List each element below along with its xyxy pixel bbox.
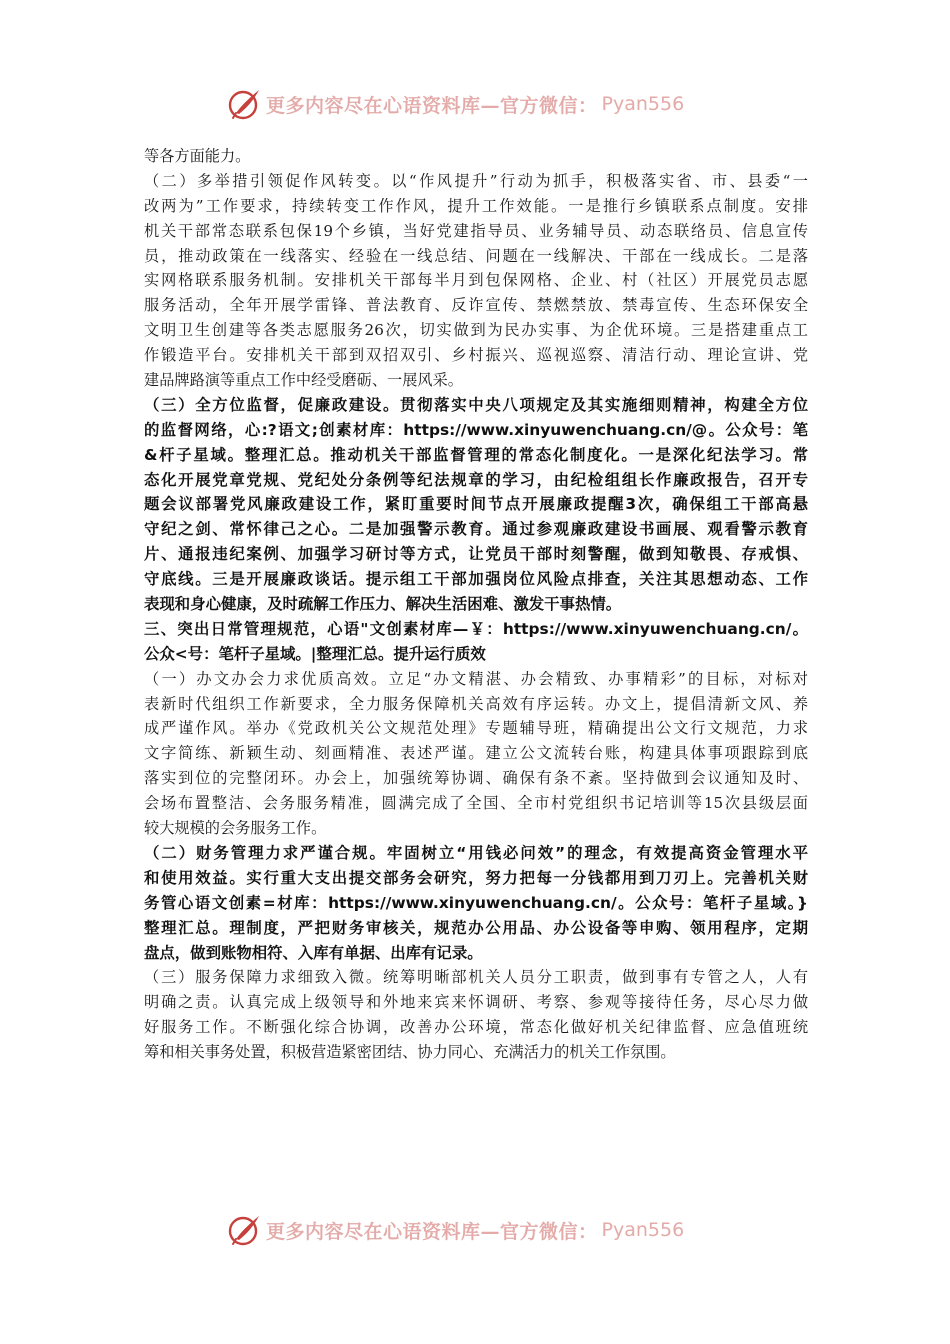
text-line: 守底线。三是开展廉政谈话。提示组工干部加强岗位风险点排查，关注其思想动态、工作 xyxy=(144,570,808,589)
footer-watermark xyxy=(228,1212,748,1248)
text-line: 好服务工作。不断强化综合协调，改善办公环境，常态化做好机关纪律监督、应急值班统 xyxy=(144,1018,808,1037)
quill-logo-icon xyxy=(228,1213,262,1247)
text-line: 等各方面能力。 xyxy=(144,147,251,165)
paragraph-supervision xyxy=(144,393,808,617)
text-line: &杆子星域。整理汇总。推动机关干部监督管理的常态化制度化。一是深化纪法学习。常 xyxy=(144,445,808,464)
text-line: 题会议部署党风廉政建设工作，紧盯重要时间节点开展廉政提醒3次，确保组工干部高悬 xyxy=(144,495,808,514)
text-line: （三）服务保障力求细致入微。统筹明晰部机关人员分工职责，做到事有专管之人，人有 xyxy=(144,968,808,987)
text-line: 文明卫生创建等各类志愿服务26次，切实做到为民办实事、为企优环境。三是搭建重点工 xyxy=(144,321,808,340)
paragraph-style-change xyxy=(144,169,808,393)
paragraph-document-meetings xyxy=(144,667,808,841)
text-line: 实网格联系服务机制。安排机关干部每半月到包保网格、企业、村（社区）开展党员志愿 xyxy=(144,271,808,290)
watermark-text: 更多内容尽在心语资料库—官方微信： xyxy=(266,94,598,117)
text-line: 整理汇总。理制度，严把财务审核关，规范办公用品、办公设备等申购、领用程序，定期 xyxy=(144,918,808,937)
quill-logo-icon xyxy=(228,87,262,121)
text-line: 三、突出日常管理规范，心语"文创素材库—￥：https://www.xinyuwenchuang.cn/。 xyxy=(144,619,808,638)
text-line: （二）财务管理力求严谨合规。牢固树立“用钱必问效”的理念，有效提高资金管理水平 xyxy=(144,843,808,862)
text-line: 员，推动政策在一线落实、经验在一线总结、问题在一线解决、干部在一线成长。二是落 xyxy=(144,246,808,265)
text-line: 机关干部常态联系包保19个乡镇，当好党建指导员、业务辅导员、动态联络员、信息宣传 xyxy=(144,221,808,240)
text-line: 务管心语文创素=材库：https://www.xinyuwenchuang.cn/。公众号：笔杆子星域。} xyxy=(144,893,808,912)
text-line: 表新时代组织工作新要求，全力服务保障机关高效有序运转。办文上，提倡清新文风、养 xyxy=(144,694,808,713)
text-line: （三）全方位监督，促廉政建设。贯彻落实中央八项规定及其实施细则精神，构建全方位 xyxy=(144,395,808,414)
text-line: 会场布置整洁、会务服务精准，圆满完成了全国、全市村党组织书记培训等15次县级层面 xyxy=(144,794,808,813)
text-line: 服务活动，全年开展学雷锋、普法教育、反诈宣传、禁燃禁放、禁毒宣传、生态环保安全 xyxy=(144,296,808,315)
header-watermark xyxy=(228,86,748,122)
text-line: 公众<号：笔杆子星域。|整理汇总。提升运行质效 xyxy=(144,644,486,663)
text-line: （二）多举措引领促作风转变。以“作风提升”行动为抓手，积极落实省、市、县委“一 xyxy=(144,171,808,190)
text-line: 文字简练、新颖生动、刻画精准、表述严谨。建立公文流转台账，构建具体事项跟踪到底 xyxy=(144,744,808,763)
text-line: 和使用效益。实行重大支出提交部务会研究，努力把每一分钱都用到刀刃上。完善机关财 xyxy=(144,868,808,887)
text-line: 的监督网络，心:?语文;创素材库：https://www.xinyuwenchuang.cn/@。公众号：笔 xyxy=(144,420,808,439)
text-line: 改两为”工作要求，持续转变工作作风，提升工作效能。一是推行乡镇联系点制度。安排 xyxy=(144,196,808,215)
paragraph-intro-tail xyxy=(144,144,808,169)
text-line: 较大规模的会务服务工作。 xyxy=(144,819,327,838)
document-body xyxy=(144,144,808,1065)
text-line: 建品牌路演等重点工作中经受磨砺、一展风采。 xyxy=(144,371,463,390)
text-line: （一）办文办会力求优质高效。立足“办文精湛、办会精致、办事精彩”的目标，对标对 xyxy=(144,669,808,688)
watermark-text: 更多内容尽在心语资料库—官方微信： xyxy=(266,1220,598,1243)
paragraph-service xyxy=(144,965,808,1065)
watermark-handle: Pyan556 xyxy=(601,1219,685,1241)
text-line: 落实到位的完整闭环。办会上，加强统筹协调、确保有条不紊。坚持做到会议通知及时、 xyxy=(144,769,808,788)
text-line: 态化开展党章党规、党纪处分条例等纪法规章的学习，由纪检组组长作廉政报告，召开专 xyxy=(144,470,808,489)
section-heading-3 xyxy=(144,617,808,667)
text-line: 盘点，做到账物相符、入库有单据、出库有记录。 xyxy=(144,943,483,962)
text-line: 筹和相关事务处置，积极营造紧密团结、协力同心、充满活力的机关工作氛围。 xyxy=(144,1043,676,1062)
text-line: 明确之责。认真完成上级领导和外地来宾来怀调研、考察、参观等接待任务，尽心尽力做 xyxy=(144,993,808,1012)
text-line: 守纪之剑、常怀律己之心。二是加强警示教育。通过参观廉政建设书画展、观看警示教育 xyxy=(144,520,808,539)
text-line: 片、通报违纪案例、加强学习研讨等方式，让党员干部时刻警醒，做到知敬畏、存戒惧、 xyxy=(144,545,808,564)
text-line: 表现和身心健康，及时疏解工作压力、解决生活困难、激发干事热情。 xyxy=(144,595,622,614)
text-line: 成严谨作风。举办《党政机关公文规范处理》专题辅导班，精确提出公文行文规范，力求 xyxy=(144,719,808,738)
text-line: 作锻造平台。安排机关干部到双招双引、乡村振兴、巡视巡察、清洁行动、理论宣讲、党 xyxy=(144,346,808,365)
watermark-handle: Pyan556 xyxy=(601,93,685,115)
paragraph-finance xyxy=(144,841,808,965)
